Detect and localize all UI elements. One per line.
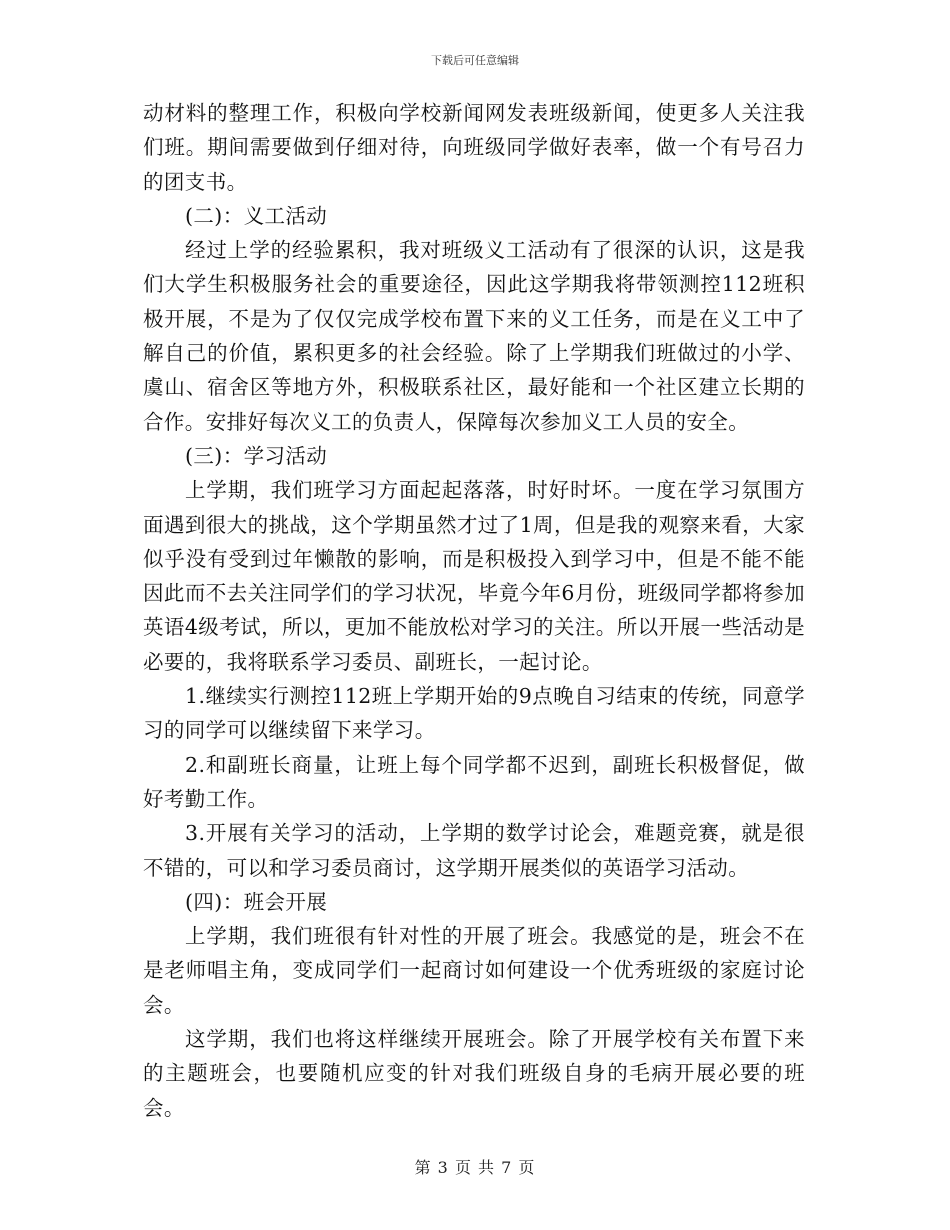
section-heading-study: (三)：学习活动	[185, 443, 328, 468]
paragraph-class-meeting-1: 上学期，我们班很有针对性的开展了班会。我感觉的是，班会不在是老师唱主角，变成同学们一起商讨如何建设一个优秀班级的家庭讨论会。	[143, 924, 805, 1017]
list-item-2: 2.和副班长商量，让班上每个同学都不迟到，副班长积极督促，做好考勤工作。	[143, 752, 805, 811]
paragraph-class-meeting-2: 这学期，我们也将这样继续开展班会。除了开展学校有关布置下来的主题班会，也要随机应变的针对我们班级自身的毛病开展必要的班会。	[143, 1027, 805, 1120]
paragraph-study: 上学期，我们班学习方面起起落落，时好时坏。一度在学习氛围方面遇到很大的挑战，这个学期虽然才过了1周，但是我的观察来看，大家似乎没有受到过年懒散的影响，而是积极投入到学习中，但是不能不能因此而不去关注同学们的学习状况，毕竟今年6月份，班级同学都将参加英语4级考试，所以，更加不能放松对学习的关注。所以开展一些活动是必要的，我将联系学习委员、副班长，一起讨论。	[143, 478, 805, 674]
list-item-1: 1.继续实行测控112班上学期开始的9点晚自习结束的传统，同意学习的同学可以继续留下来学习。	[143, 684, 805, 743]
page-header: 下载后可任意编辑	[431, 54, 519, 67]
page-footer: 第 3 页 共 7 页	[414, 1158, 536, 1177]
section-heading-class-meeting: (四)：班会开展	[185, 889, 328, 914]
list-item-3: 3.开展有关学习的活动，上学期的数学讨论会，难题竞赛，就是很不错的，可以和学习委员商讨，这学期开展类似的英语学习活动。	[143, 821, 805, 880]
paragraph-volunteer: 经过上学的经验累积，我对班级义工活动有了很深的认识，这是我们大学生积极服务社会的重要途径，因此这学期我将带领测控112班积极开展，不是为了仅仅完成学校布置下来的义工任务，而是在义工中了解自己的价值，累积更多的社会经验。除了上学期我们班做过的小学、虞山、宿舍区等地方外，积极联系社区，最好能和一个社区建立长期的合作。安排好每次义工的负责人，保障每次参加义工人员的安全。	[143, 238, 805, 434]
section-heading-volunteer: (二)：义工活动	[185, 203, 328, 228]
paragraph-continuation: 动材料的整理工作，积极向学校新闻网发表班级新闻，使更多人关注我们班。期间需要做到仔细对待，向班级同学做好表率，做一个有号召力的团支书。	[143, 101, 805, 194]
document-body	[143, 96, 805, 1125]
